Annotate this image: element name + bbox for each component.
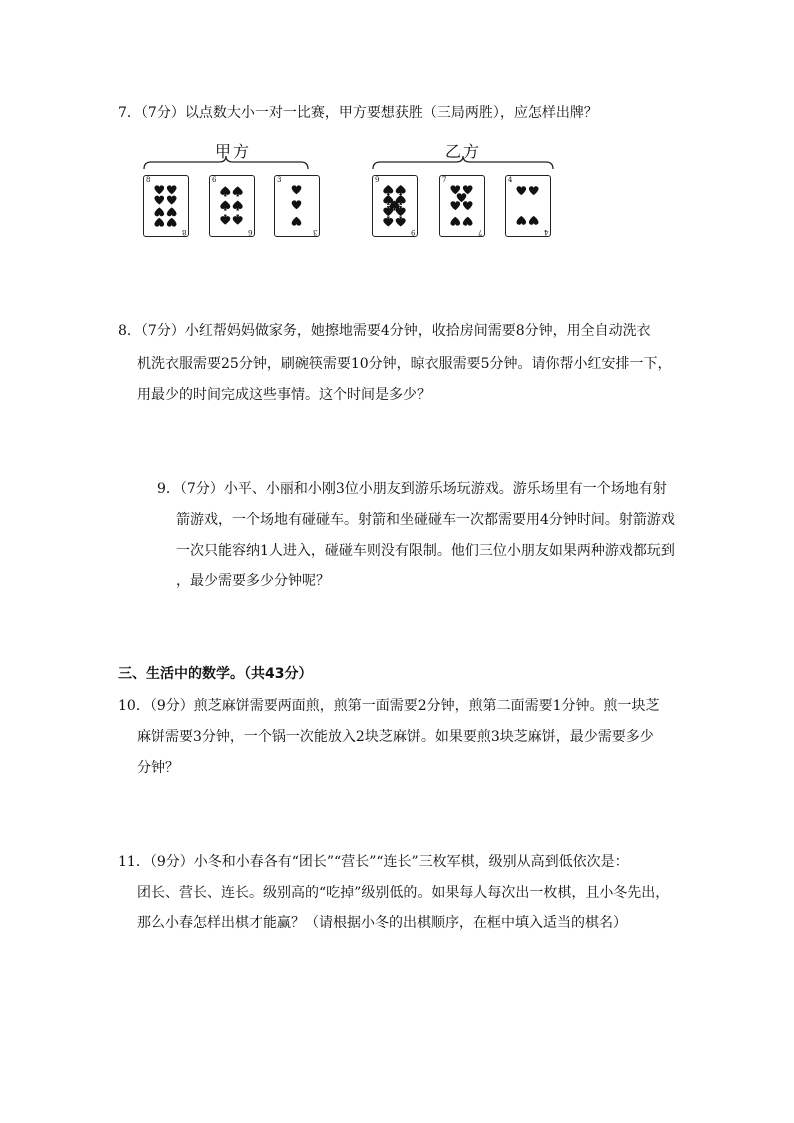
heart-icon <box>463 217 473 226</box>
spade-icon <box>220 186 230 196</box>
heart-icon <box>450 201 460 210</box>
card-rank-bottom: 6 <box>247 228 252 236</box>
heart-icon <box>516 186 526 195</box>
spade-pips <box>210 176 253 235</box>
spade-icon <box>383 185 393 195</box>
q9-line-3: 一次只能容纳1人进入，碰碰车则没有限制。他们三位小朋友如果两种游戏都玩到 <box>176 543 675 559</box>
q10-line-3: 分钟？ <box>137 760 179 776</box>
heart-icon <box>154 196 164 205</box>
section-title: 三、生活中的数学。（共43分） <box>118 666 313 682</box>
heart-icon <box>292 217 302 226</box>
card-rank: 4 <box>508 176 513 184</box>
card-rank-bottom: 8 <box>181 228 186 236</box>
heart-icon <box>167 196 177 205</box>
heart-icon <box>463 185 473 194</box>
spade-icon <box>233 201 243 211</box>
heart-icon <box>463 201 473 210</box>
heart-icon <box>154 185 164 194</box>
q10-line-1: 10．（9分）煎芝麻饼需要两面煎，煎第一面需要2分钟，煎第二面需要1分钟。煎一块芝 <box>118 698 660 714</box>
spade-icon <box>220 215 230 225</box>
heart-icon <box>450 185 460 194</box>
q7-text: 7．（7分）以点数大小一对一比赛，甲方要想获胜（三局两胜），应怎样出牌？ <box>118 105 598 121</box>
q8-line-3: 用最少的时间完成这些事情。这个时间是多少？ <box>137 387 431 403</box>
spade-icon <box>396 217 406 227</box>
playing-card <box>505 175 551 237</box>
card-rank: 6 <box>212 176 217 184</box>
card-rank: 8 <box>146 176 151 184</box>
card-rank: 7 <box>442 176 447 184</box>
heart-pips <box>275 176 318 235</box>
spade-icon <box>383 217 393 227</box>
q10-line-2: 麻饼需要3分钟，一个锅一次能放入2块芝麻饼。如果要煎3块芝麻饼，最少需要多少 <box>137 729 654 745</box>
heart-pips <box>506 176 549 235</box>
spade-icon <box>233 186 243 196</box>
q9-line-2: 箭游戏，一个场地有碰碰车。射箭和坐碰碰车一次都需要用4分钟时间。射箭游戏 <box>176 512 675 528</box>
playing-card <box>209 175 255 237</box>
playing-card <box>274 175 320 237</box>
card-rank-bottom: 4 <box>543 228 548 236</box>
heart-icon <box>457 193 467 202</box>
heart-icon <box>167 207 177 216</box>
heart-icon <box>154 218 164 227</box>
spade-icon <box>396 185 406 195</box>
heart-icon <box>167 185 177 194</box>
q11-line-3: 那么小春怎样出棋才能赢？（请根据小冬的出棋顺序，在框中填入适当的棋名） <box>137 915 627 931</box>
brace-yi <box>372 155 554 171</box>
spade-icon <box>220 201 230 211</box>
q11-line-2: 团长、营长、连长。级别高的“吃掉”级别低的。如果每人每次出一枚棋，且小冬先出， <box>137 885 670 901</box>
playing-card <box>143 175 189 237</box>
heart-icon <box>167 218 177 227</box>
card-rank-bottom: 7 <box>477 228 482 236</box>
heart-pips <box>440 176 483 235</box>
q9-line-1: 9．（7分）小平、小丽和小刚3位小朋友到游乐场玩游戏。游乐场里有一个场地有射 <box>157 481 667 497</box>
heart-icon <box>292 200 302 209</box>
spade-pips <box>373 176 416 235</box>
heart-icon <box>529 186 539 195</box>
card-rank: 9 <box>375 176 380 184</box>
heart-pips <box>144 176 187 235</box>
playing-card <box>439 175 485 237</box>
heart-icon <box>450 217 460 226</box>
q11-line-1: 11．（9分）小冬和小春各有“团长”“营长”“连长”三枚军棋，级别从高到低依次是： <box>118 854 629 870</box>
brace-jia <box>143 155 309 171</box>
card-rank-bottom: 9 <box>410 228 415 236</box>
q8-line-2: 机洗衣服需要25分钟，刷碗筷需要10分钟，晾衣服需要5分钟。请你帮小红安排一下， <box>137 356 672 372</box>
heart-icon <box>292 185 302 194</box>
q8-line-1: 8．（7分）小红帮妈妈做家务，她擦地需要4分钟，收拾房间需要8分钟，用全自动洗衣 <box>118 323 651 339</box>
group-title-yi: 乙方 <box>445 142 482 161</box>
card-rank-bottom: 3 <box>312 228 317 236</box>
heart-icon <box>516 216 526 225</box>
heart-icon <box>154 207 164 216</box>
spade-icon <box>233 215 243 225</box>
playing-card <box>372 175 418 237</box>
card-rank: 3 <box>277 176 282 184</box>
q9-line-4: ，最少需要多少分钟呢？ <box>176 573 330 589</box>
heart-icon <box>529 216 539 225</box>
group-title-jia: 甲方 <box>215 142 252 161</box>
